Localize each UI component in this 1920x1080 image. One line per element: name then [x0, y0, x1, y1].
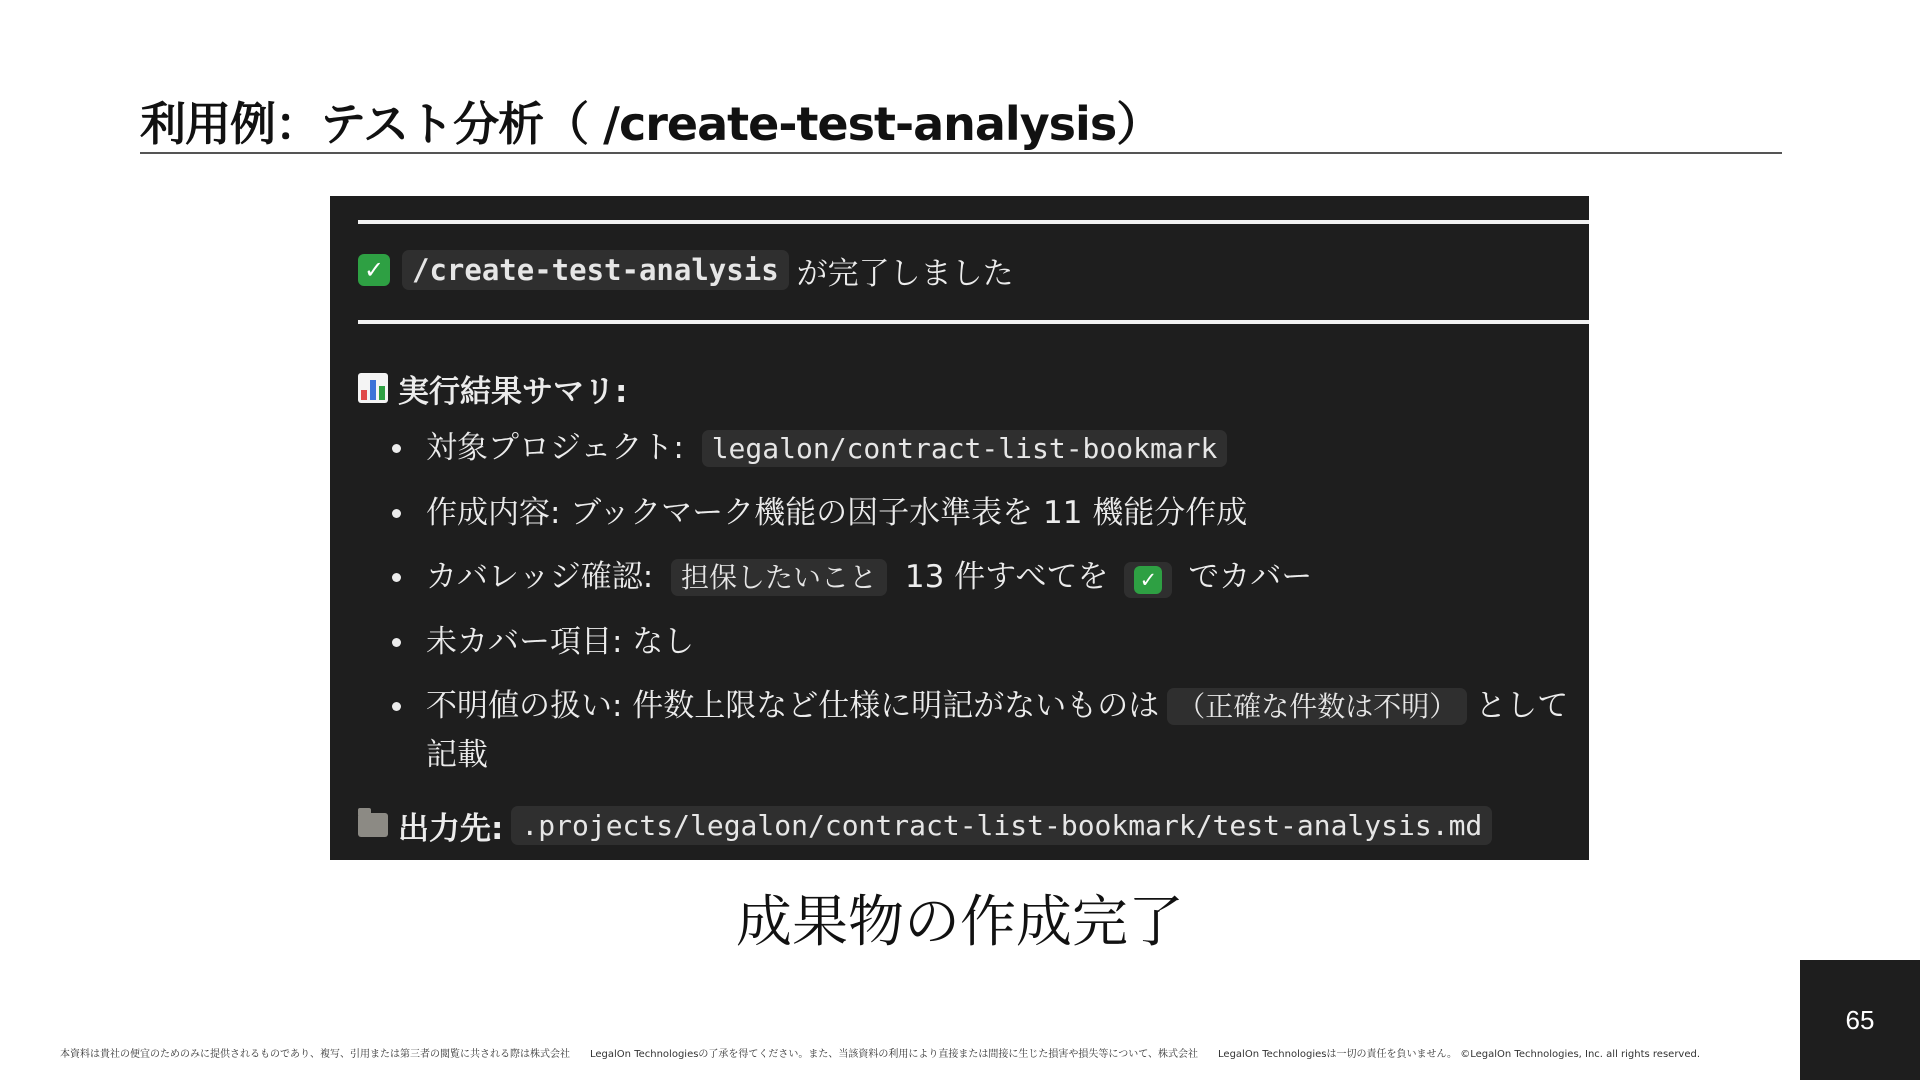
project-path-code: legalon/contract-list-bookmark	[702, 430, 1228, 467]
item-label: カバレッジ確認:	[426, 559, 654, 595]
page-number-box	[1800, 960, 1920, 1080]
completion-text: が完了しました	[796, 255, 1014, 292]
check-mark-button-icon: ✓	[358, 254, 390, 286]
bar-chart-icon	[358, 373, 388, 403]
coverage-code: 担保したいこと	[671, 559, 887, 596]
item-text: 作成内容: ブックマーク機能の因子水準表を 11 機能分作成	[426, 495, 1248, 531]
list-item-unknown-values	[392, 682, 1572, 779]
slide-title: 利用例：テスト分析（ /create-test-analysis）	[140, 97, 1162, 151]
command-code: /create-test-analysis	[402, 250, 789, 290]
footer-disclaimer: 本資料は貴社の便宜のためのみに提供されるものであり、複写、引用または第三者の閲覧に共される際は株式会社 LegalOn Technologiesの了承を得てください。また、当該資料の利用により直接または間接に生じた損害や損失等について、株式会社 LegalOn Technologiesは一切の責任を負いません。 ©LegalOn Technologies, Inc. all rights reserved.	[60, 1049, 1701, 1060]
terminal-screenshot	[330, 196, 1589, 860]
summary-list	[392, 424, 1572, 795]
slide-caption: 成果物の作成完了	[736, 890, 1184, 955]
item-label: 対象プロジェクト:	[426, 430, 684, 466]
list-item-uncovered	[392, 618, 1572, 666]
item-text: でカバー	[1188, 559, 1313, 595]
list-item-coverage	[392, 553, 1572, 602]
folder-icon	[358, 813, 388, 837]
check-chip	[1124, 562, 1172, 598]
title-divider	[140, 152, 1782, 154]
unknown-count-code: （正確な件数は不明）	[1167, 688, 1467, 725]
output-line	[358, 802, 1500, 848]
item-text: 未カバー項目: なし	[426, 624, 695, 660]
item-text: 13 件すべてを	[904, 559, 1109, 595]
list-item-content	[392, 489, 1572, 537]
output-label: 出力先:	[398, 810, 504, 847]
list-item-target-project	[392, 424, 1572, 473]
summary-heading: 実行結果サマリ:	[398, 373, 628, 410]
check-mark-button-icon: ✓	[1134, 566, 1162, 594]
summary-heading-line	[358, 366, 627, 410]
output-path-code: .projects/legalon/contract-list-bookmark/test-analysis.md	[511, 806, 1492, 845]
page-number: 65	[1845, 1004, 1875, 1035]
item-text: 不明値の扱い: 件数上限など仕様に明記がないものは	[426, 688, 1160, 724]
divider-top	[358, 220, 1589, 224]
divider-bottom	[358, 320, 1589, 324]
completion-status-line	[358, 246, 1014, 294]
item-text: として記載	[426, 688, 1569, 773]
